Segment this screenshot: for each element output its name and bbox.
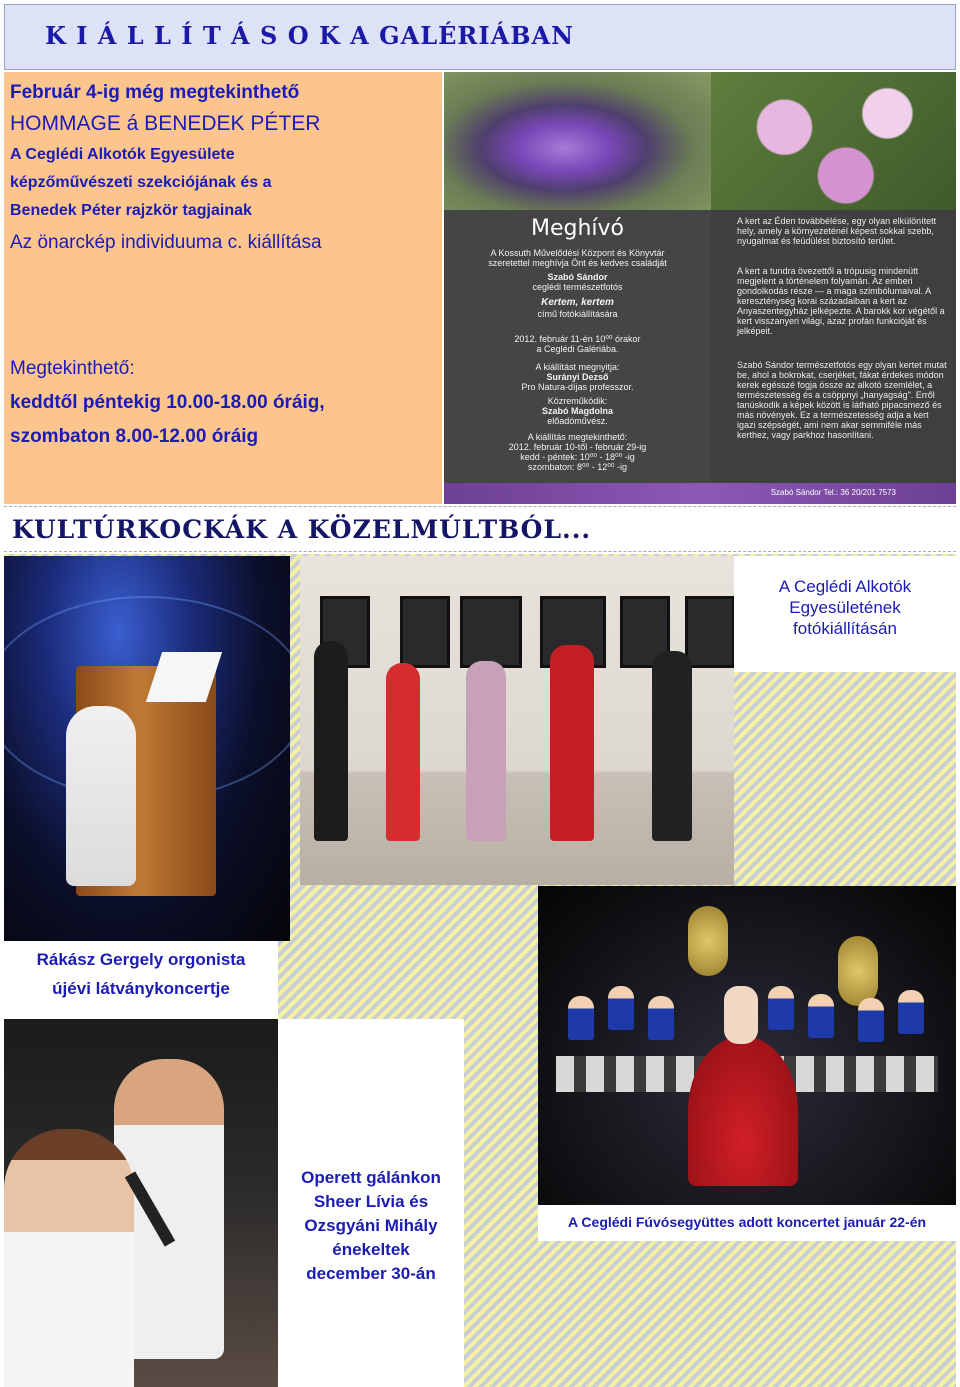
wind-band-photo [538,886,956,1205]
caption-line: Rákász Gergely orgonista [36,950,246,969]
poster-line: A kiállítást megnyitja: [535,362,620,372]
musician [858,998,884,1042]
caption-line: Operett gálánkon [301,1168,441,1187]
caption-line: Ozsgyáni Mihály [304,1216,438,1235]
page-header [4,4,956,70]
flower-photo [444,72,711,210]
musician [808,994,834,1038]
poster-right-panel [711,210,956,483]
exhibition-line: A Ceglédi Alkotók Egyesülete [10,146,235,163]
poster-paragraph: Szabó Sándor természetfotós egy olyan kertet mutat be, ahol a bokrokat, cserjéket, fákat érdekes módon kerek egésszé fogja össze az alkotó szemlélet, a természetesség és a csöppnyi „hanyagság". Erről tanúskodik a képek között is látható pipacsmező és más növények. Ez a természetesség adja a kert igazi szépségét, ami nem akar semmiféle más kerthez, vagy parkhoz hasonlítani. [737,360,947,440]
poster-paragraph: A kert az Éden továbbélése, egy olyan elkülönített hely, amely a környezeténél képest sokkal szebb, nyugalmat és feüdülést biztosító terület. [737,216,937,246]
poster-title: Meghívó [530,216,625,241]
singer [724,986,758,1044]
tuba [838,936,878,1006]
musician [768,986,794,1030]
poster-left-panel [444,210,711,483]
exhibition-line: HOMMAGE á BENEDEK PÉTER [10,112,321,135]
caption-line: december 30-án [306,1264,436,1283]
poster-line: A kiállítás megtekinthető: [527,432,628,442]
caption-line: énekeltek [332,1240,410,1259]
female-singer [4,1129,134,1387]
exhibition-line: képzőművészeti szekciójának és a [10,174,272,191]
poster-line: szombaton: 8⁰⁰ - 12⁰⁰ -ig [528,462,627,472]
hours-line: keddtől péntekig 10.00-18.00 óráig, [10,392,325,413]
organ-concert-photo [4,556,290,941]
poster-line: Szabó Magdolna [541,406,613,416]
section-heading-text: KULTÚRKOCKÁK A KÖZELMÚLTBÓL... [12,515,592,544]
framed-photo [685,596,734,668]
poster-line: a Ceglédi Galériába. [536,344,619,354]
garden-photo [711,72,956,210]
framed-photo [460,596,522,668]
hours-line: szombaton 8.00-12.00 óráig [10,426,259,447]
poster-line: Szabó Sándor [547,272,608,282]
section-heading [4,506,956,552]
musician [608,986,634,1030]
poster-footer [444,483,956,504]
singer-dress [688,1036,798,1186]
poster-line: A Kossuth Művelődési Központ és Könyvtár [490,248,665,258]
exhibition-line: Az önarckép individuuma c. kiállítása [10,232,322,253]
musician [898,990,924,1034]
poster-line: című fotókiállítására [537,309,618,319]
page-title: K I Á L L Í T Á S O K A GALÉRIÁBAN [45,21,575,50]
poster-line: 2012. február 11-én 10⁰⁰ órakor [514,334,641,344]
framed-photo [400,596,450,668]
poster-line: Kertem, kertem [541,297,614,308]
person [466,661,506,841]
poster-line: ceglédi természetfotós [532,282,623,292]
gallery-exhibition-photo [300,556,734,885]
poster-line: szeretettel meghívja Önt és kedves családját [488,258,667,268]
exhibition-info-box [4,72,442,504]
person [652,651,692,841]
person [386,663,420,841]
person [550,645,594,841]
poster-line: 2012. február 10-től - február 29-ig [508,442,647,452]
gallery-caption [734,556,956,672]
caption-line: fotókiállításán [793,619,897,638]
band-caption: A Ceglédi Fúvósegyüttes adott koncertet január 22-én [538,1205,956,1241]
exhibition-line: Február 4-ig még megtekinthető [10,82,300,103]
tuba [688,906,728,976]
organ-caption [4,941,278,1019]
caption-line: újévi látványkoncertje [52,979,230,998]
organist [66,706,136,886]
operetta-caption [278,1019,464,1387]
poster-line: előadóművész. [547,416,608,426]
poster-line: Pro Natura-díjas professzor. [521,382,634,392]
poster-contact: Szabó Sándor Tel.: 36 20/201 7573 [770,488,896,497]
caption-line: A Ceglédi Alkotók [778,577,912,596]
musician [568,996,594,1040]
poster-line: kedd - péntek: 10⁰⁰ - 18⁰⁰ -ig [520,452,635,462]
poster-line: Surányi Dezső [546,372,609,382]
caption-line: Sheer Lívia és [313,1192,429,1211]
hours-line: Megtekinthető: [10,358,135,379]
invitation-poster [444,72,956,504]
caption-line: Egyesületének [789,598,901,617]
poster-paragraph: A kert a tundra övezettől a trópusig mindenütt megjelent a történelem folyamán. Az emberi gondolkodás része — a maga szimbólumaival. A kereszténység korai századaiban a kert az Anyaszentegyház jelképezte. A barokk kor végétől a kert visszanyeri világi, azaz profán funkcióját és jelképeit. [737,266,945,336]
musician [648,996,674,1040]
person [314,641,348,841]
poster-line: Közreműködik: [547,396,608,406]
exhibition-line: Benedek Péter rajzkör tagjainak [10,202,252,219]
operetta-gala-photo [4,1019,278,1387]
